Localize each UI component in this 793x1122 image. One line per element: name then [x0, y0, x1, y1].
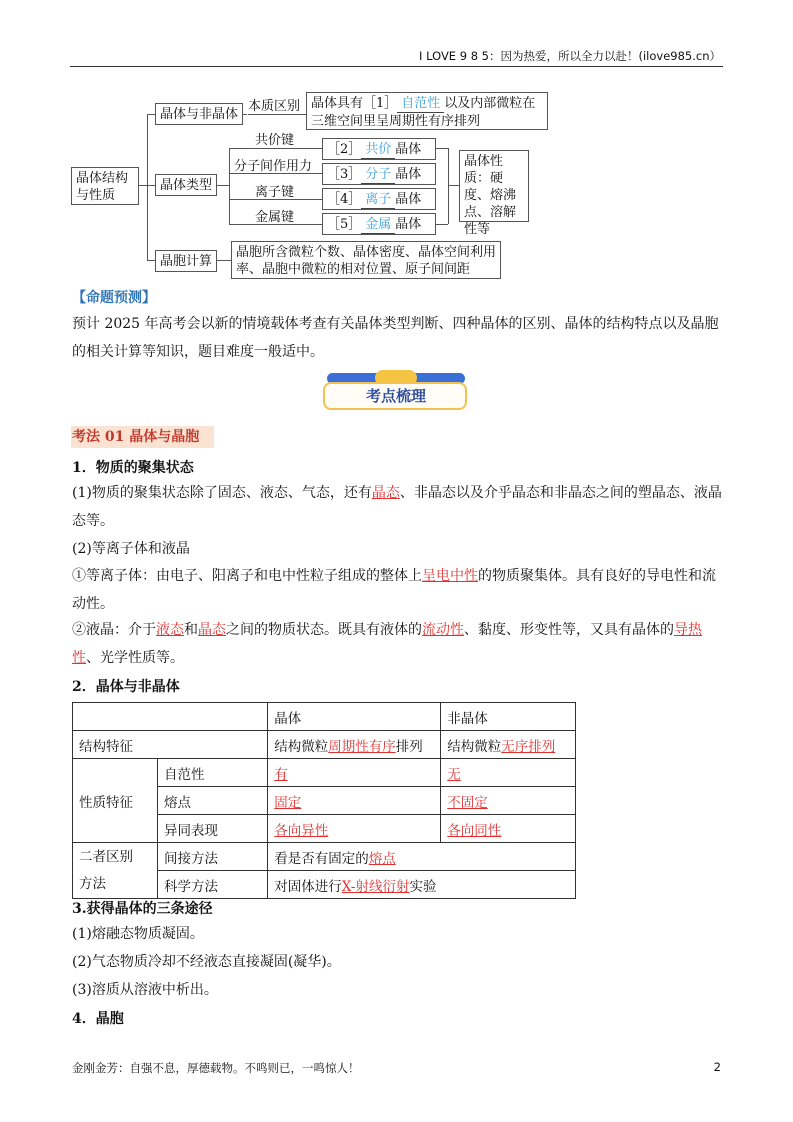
connector [147, 114, 155, 115]
text: 方法 [79, 875, 106, 892]
connector [147, 114, 148, 260]
section-banner [323, 370, 469, 412]
connector [139, 185, 147, 186]
essence-box [306, 92, 548, 130]
table-cell [441, 731, 576, 759]
text: 和 [184, 622, 198, 638]
table-row [73, 759, 576, 787]
connector [229, 199, 322, 200]
heading-aggregation-states: 1．物质的聚集状态 [72, 460, 194, 476]
method-item-1: (1)熔融态物质凝固。 [72, 926, 204, 942]
crystal-type-molecular [322, 163, 436, 185]
connector [248, 114, 306, 115]
text: ②液晶：介于 [72, 622, 156, 638]
answer: 不固定 [447, 794, 488, 811]
paragraph-4 [72, 616, 724, 672]
table-cell: 性质特征 [73, 759, 158, 843]
text: 二者区别 [79, 848, 133, 865]
prediction-text: 预计 2025 年高考会以新的情境载体考查有关晶体类型判断、四种晶体的区别、晶体的结构特点以及晶胞的相关计算等知识，题目难度一般适中。 [72, 316, 719, 360]
method-item-3: (3)溶质从溶液中析出。 [72, 982, 218, 998]
answer-neutral: 呈电中性 [422, 568, 478, 584]
answer-blank-4: 离子 [361, 191, 395, 209]
paragraph-3 [72, 562, 724, 618]
crystal-suffix: 晶体 [395, 167, 422, 182]
answer-crystalline: 晶态 [371, 485, 400, 501]
text: 对固体进行 [274, 878, 342, 895]
answer: 周期性有序 [328, 738, 396, 755]
page-header: I LOVE 9 8 5：因为热爱，所以全力以赴！(ilove985.cn） [419, 49, 721, 63]
table-header: 晶体 [268, 703, 441, 731]
answer-fluidity: 流动性 [422, 622, 464, 638]
table-row [73, 843, 576, 871]
connector [229, 224, 322, 225]
bond-label-ionic: 离子键 [255, 185, 295, 200]
branch-crystal-vs-amorphous: 晶体与非晶体 [155, 103, 243, 125]
connector [448, 185, 459, 186]
table-header: 非晶体 [441, 703, 576, 731]
connector [448, 148, 449, 224]
text: 、黏度、形变性等，又具有晶体的 [464, 622, 674, 638]
crystal-num: ［4］ [327, 192, 362, 207]
heading-crystal-methods: 3.获得晶体的三条途径 [72, 901, 213, 917]
text: 实验 [409, 878, 437, 895]
answer-thermal: 导热性 [72, 622, 702, 666]
crystal-type-metallic [322, 213, 436, 235]
connector [229, 173, 322, 174]
prediction-title: 【命题预测】 [72, 290, 156, 306]
table-cell: 结构特征 [73, 731, 268, 759]
table-cell: 间接方法 [158, 843, 268, 871]
answer-crystal-state: 晶态 [198, 622, 226, 638]
answer: 固定 [274, 794, 302, 811]
crystal-suffix: 晶体 [395, 192, 422, 207]
essence-text-1: 晶体具有［1］ [311, 96, 398, 111]
cell-calc-box: 晶胞所含微粒个数、晶体密度、晶体空间利用率、晶胞中微粒的相对位置、原子间间距 [231, 241, 501, 279]
crystal-suffix: 晶体 [395, 217, 422, 232]
footer-motto: 金刚金芳：自强不息，厚德载物。不鸣则已，一鸣惊人！ [72, 1061, 360, 1075]
mindmap-root: 晶体结构与性质 [71, 167, 139, 205]
property-box: 晶体性质：硬度、熔沸点、溶解性等 [459, 150, 529, 222]
method-item-2: (2)气态物质冷却不经液态直接凝固(凝华)。 [72, 954, 341, 970]
table-cell [73, 843, 158, 899]
connector [436, 148, 448, 149]
paragraph-1 [72, 479, 724, 535]
text: 之间的物质状态。既具有液体的 [226, 622, 422, 638]
connector [147, 185, 155, 186]
table-cell [441, 787, 576, 815]
crystal-num: ［3］ [327, 167, 362, 182]
table-row [73, 731, 576, 759]
table-cell [268, 759, 441, 787]
connector [217, 185, 229, 186]
banner-text: 考点梳理 [365, 387, 426, 405]
branch-cell-calc: 晶胞计算 [155, 250, 217, 272]
crystal-suffix: 晶体 [395, 142, 422, 157]
connector [436, 224, 448, 225]
answer-liquid: 液态 [156, 622, 184, 638]
answer-blank-1: 自范性 [397, 95, 444, 113]
heading-crystal-vs-amorphous: 2．晶体与非晶体 [72, 679, 180, 695]
connector [147, 260, 155, 261]
answer-blank-3: 分子 [361, 166, 395, 184]
table-cell [73, 703, 268, 731]
crystal-type-ionic [322, 188, 436, 210]
answer: 熔点 [368, 850, 396, 867]
bond-label-metallic: 金属键 [255, 210, 295, 225]
text: 结构微粒 [447, 738, 502, 755]
table-cell: 自范性 [158, 759, 268, 787]
connector [217, 260, 231, 261]
connector [243, 114, 247, 115]
text: 、光学性质等。 [86, 650, 184, 666]
table-cell [441, 815, 576, 843]
section-title: 考法 01 晶体与晶胞 [71, 426, 214, 448]
text: 看是否有固定的 [274, 850, 369, 867]
text: 的物质聚集体。具有良好的导电性和流动性。 [72, 568, 716, 612]
table-row [73, 703, 576, 731]
essence-text-2: 以及内部微粒在三维空间里呈周期性有序排列 [311, 96, 536, 129]
table-cell [268, 787, 441, 815]
table-cell [268, 731, 441, 759]
essence-label: 本质区别 [248, 99, 301, 114]
comparison-table [72, 702, 576, 899]
text: (1)物质的聚集状态除了固态、液态、气态，还有 [72, 485, 372, 501]
text: ①等离子体：由电子、阳离子和电中性粒子组成的整体上 [72, 568, 422, 584]
table-cell [268, 815, 441, 843]
answer: 无序排列 [501, 738, 556, 755]
connector [229, 148, 322, 149]
table-cell [441, 759, 576, 787]
connector [229, 148, 230, 224]
header-divider [70, 66, 723, 67]
paragraph-2: (2)等离子体和液晶 [72, 541, 190, 557]
table-cell [268, 843, 576, 871]
bond-label-covalent: 共价键 [255, 133, 295, 148]
page-number: 2 [713, 1060, 721, 1074]
text: 结构微粒 [274, 738, 329, 755]
heading-unit-cell: 4．晶胞 [72, 1011, 124, 1027]
table-cell: 科学方法 [158, 871, 268, 899]
answer: X-射线衍射 [341, 878, 410, 895]
answer: 有 [274, 766, 288, 783]
text: 排列 [395, 738, 423, 755]
answer: 无 [447, 766, 461, 783]
table-cell: 异同表现 [158, 815, 268, 843]
crystal-num: ［5］ [327, 217, 362, 232]
answer: 各向同性 [447, 822, 502, 839]
table-cell [268, 871, 576, 899]
crystal-type-covalent [322, 138, 436, 160]
answer: 各向异性 [274, 822, 329, 839]
branch-crystal-types: 晶体类型 [155, 174, 217, 196]
answer-blank-2: 共价 [361, 141, 395, 159]
answer-blank-5: 金属 [361, 216, 395, 234]
crystal-num: ［2］ [327, 142, 362, 157]
text: 、非晶态以及介乎晶态和非晶态之间的塑晶态、液晶态等。 [72, 485, 722, 529]
bond-label-intermolecular: 分子间作用力 [234, 159, 313, 174]
table-cell: 熔点 [158, 787, 268, 815]
